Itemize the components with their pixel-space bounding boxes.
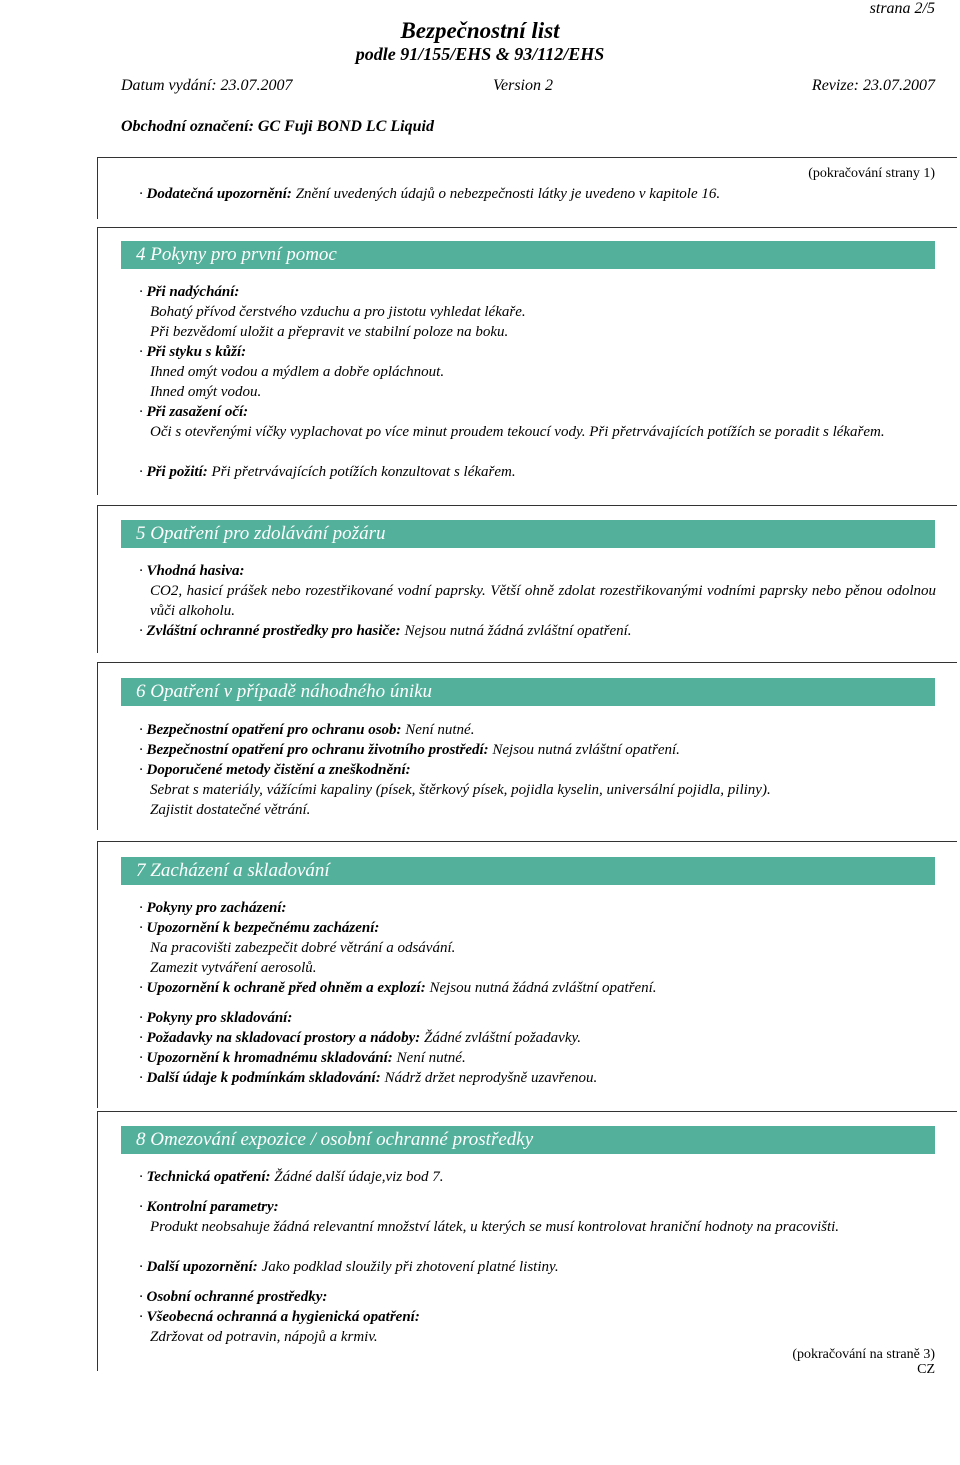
s6-text: Zajistit dostatečné větrání. — [150, 802, 311, 818]
extra-notice-label: Dodatečná upozornění: — [146, 186, 292, 202]
s5-media-label: Vhodná hasiva: — [146, 563, 245, 579]
page-number: strana 2/5 — [869, 0, 935, 17]
s6-environment: · Bezpečnostní opatření pro ochranu životního prostředí: Nejsou nutná zvláštní opatření. — [139, 742, 680, 758]
section-8-heading: 8 Omezování expozice / osobní ochranné prostředky — [121, 1126, 935, 1154]
s7-safe-handling-label: Upozornění k bezpečnému zacházení: — [146, 920, 380, 936]
s7-bulk-storage-label: Upozornění k hromadnému skladování: — [146, 1050, 393, 1066]
s6-cleanup: · Doporučené metody čistění a zneškodnění: — [139, 762, 411, 778]
continued-from: (pokračování strany 1) — [808, 166, 935, 181]
s7-storage-requirements-text: Žádné zvláštní požadavky. — [423, 1030, 582, 1046]
s5-media: · Vhodná hasiva: — [139, 563, 245, 579]
s8-control: · Kontrolní parametry: — [139, 1199, 279, 1215]
document-title: Bezpečnostní list — [400, 18, 560, 43]
s7-bulk-storage-text: Není nutné. — [396, 1050, 466, 1066]
s4-text: Při bezvědomí uložit a přepravit ve stabilní poloze na boku. — [150, 324, 509, 340]
s7-text: Zamezit vytváření aerosolů. — [150, 960, 317, 976]
s7-safe-handling: · Upozornění k bezpečnému zacházení: — [139, 920, 380, 936]
s4-skin: · Při styku s kůží: — [139, 344, 247, 360]
s7-storage-label: Pokyny pro skladování: — [146, 1010, 293, 1026]
s5-firefighters-label: Zvláštní ochranné prostředky pro hasiče: — [146, 623, 401, 639]
s4-text: Oči s otevřenými víčky vyplachovat po více minut proudem tekoucí vody. Při přetrvávajících potížích se poradit s lékařem. — [150, 424, 885, 440]
s4-ingestion-text: Při přetrvávajících potížích konzultovat s lékařem. — [211, 464, 516, 480]
s6-environment-text: Nejsou nutná zvláštní opatření. — [492, 742, 680, 758]
s6-personal: · Bezpečnostní opatření pro ochranu osob: Není nutné. — [139, 722, 475, 738]
trade-name-value: GC Fuji BOND LC Liquid — [257, 118, 434, 135]
s4-eyes-label: Při zasažení očí: — [146, 404, 249, 420]
s8-ppe-label: Osobní ochranné prostředky: — [146, 1289, 328, 1305]
document-subtitle: podle 91/155/EHS & 93/112/EHS — [355, 44, 605, 64]
s5-firefighters-text: Nejsou nutná žádná zvláštní opatření. — [404, 623, 632, 639]
s6-personal-text: Není nutné. — [405, 722, 475, 738]
s8-text: Zdržovat od potravin, nápojů a krmiv. — [150, 1329, 378, 1345]
s7-text: Na pracovišti zabezpečit dobré větrání a odsávání. — [150, 940, 456, 956]
s7-storage: · Pokyny pro skladování: — [139, 1010, 293, 1026]
trade-name — [121, 118, 434, 136]
s8-control-label: Kontrolní parametry: — [146, 1199, 279, 1215]
s4-ingestion: · Při požití: Při přetrvávajících potížích konzultovat s lékařem. — [139, 464, 516, 480]
s7-bulk-storage: · Upozornění k hromadnému skladování: Není nutné. — [139, 1050, 466, 1066]
trade-name-label: Obchodní označení: — [121, 118, 254, 135]
s8-extra-label: Další upozornění: — [146, 1259, 258, 1275]
section-5-heading: 5 Opatření pro zdolávání požáru — [121, 520, 935, 548]
s8-hygiene: · Všeobecná ochranná a hygienická opatření: — [139, 1309, 420, 1325]
issue-date: Datum vydání: 23.07.2007 — [121, 77, 293, 94]
s7-storage-requirements: · Požadavky na skladovací prostory a nádoby: Žádné zvláštní požadavky. — [139, 1030, 582, 1046]
s8-ppe: · Osobní ochranné prostředky: — [139, 1289, 328, 1305]
s4-eyes: · Při zasažení očí: — [139, 404, 249, 420]
s7-handling: · Pokyny pro zacházení: — [139, 900, 287, 916]
s7-storage-conditions: · Další údaje k podmínkám skladování: Nádrž držet neprodyšně uzavřenou. — [139, 1070, 598, 1086]
s8-hygiene-label: Všeobecná ochranná a hygienická opatření: — [146, 1309, 420, 1325]
s6-personal-label: Bezpečnostní opatření pro ochranu osob: — [146, 722, 402, 738]
s7-storage-conditions-text: Nádrž držet neprodyšně uzavřenou. — [384, 1070, 598, 1086]
extra-notice: · Dodatečná upozornění: Znění uvedených údajů o nebezpečnosti látky je uvedeno v kapitole 16. — [139, 186, 721, 202]
s8-technical-text: Žádné další údaje,viz bod 7. — [274, 1169, 444, 1185]
section-6-heading: 6 Opatření v případě náhodného úniku — [121, 678, 935, 706]
s8-technical: · Technická opatření: Žádné další údaje,viz bod 7. — [139, 1169, 444, 1185]
continued-on: (pokračování na straně 3) — [792, 1347, 935, 1362]
s4-text: Ihned omýt vodou. — [150, 384, 262, 400]
s8-text: Produkt neobsahuje žádná relevantní množství látek, u kterých se musí kontrolovat hraniční hodnoty na pracovišti. — [150, 1219, 840, 1235]
s6-text: Sebrat s materiály, vážícími kapaliny (písek, štěrkový písek, pojidla kyselin, universální pojidla, piliny). — [150, 782, 771, 798]
s6-cleanup-label: Doporučené metody čistění a zneškodnění: — [146, 762, 411, 778]
s7-fire-protection-label: Upozornění k ochraně před ohněm a explozí: — [146, 980, 426, 996]
section-7-heading: 7 Zacházení a skladování — [121, 857, 935, 885]
extra-notice-text: Znění uvedených údajů o nebezpečnosti látky je uvedeno v kapitole 16. — [295, 186, 721, 202]
s4-skin-label: Při styku s kůží: — [146, 344, 247, 360]
s4-inhalation-label: Při nadýchání: — [146, 284, 240, 300]
s8-extra: · Další upozornění: Jako podklad sloužily při zhotovení platné listiny. — [139, 1259, 559, 1275]
version: Version 2 — [493, 77, 553, 94]
s6-environment-label: Bezpečnostní opatření pro ochranu životního prostředí: — [146, 742, 489, 758]
s7-fire-protection: · Upozornění k ochraně před ohněm a explozí: Nejsou nutná žádná zvláštní opatření. — [139, 980, 657, 996]
s4-text: Bohatý přívod čerstvého vzduchu a pro jistotu vyhledat lékaře. — [150, 304, 526, 320]
s5-text: CO2, hasicí prášek nebo rozestřikované vodní paprsky. Větší ohně zdolat rozestřikovanými vodními paprsky nebo pěnou odolnou vůči alkoholu. — [150, 583, 936, 619]
s4-ingestion-label: Při požití: — [146, 464, 208, 480]
s7-fire-protection-text: Nejsou nutná žádná zvláštní opatření. — [429, 980, 657, 996]
s8-extra-text: Jako podklad sloužily při zhotovení platné listiny. — [261, 1259, 559, 1275]
language-code: CZ — [917, 1362, 935, 1377]
s7-storage-requirements-label: Požadavky na skladovací prostory a nádoby: — [146, 1030, 421, 1046]
s4-inhalation: · Při nadýchání: — [139, 284, 240, 300]
section-4-heading: 4 Pokyny pro první pomoc — [121, 241, 935, 269]
s7-storage-conditions-label: Další údaje k podmínkám skladování: — [146, 1070, 381, 1086]
s5-firefighters: · Zvláštní ochranné prostředky pro hasiče: Nejsou nutná žádná zvláštní opatření. — [139, 623, 632, 639]
s4-text: Ihned omýt vodou a mýdlem a dobře opláchnout. — [150, 364, 445, 380]
s7-handling-label: Pokyny pro zacházení: — [146, 900, 287, 916]
revision-date: Revize: 23.07.2007 — [811, 77, 935, 94]
s8-technical-label: Technická opatření: — [146, 1169, 271, 1185]
